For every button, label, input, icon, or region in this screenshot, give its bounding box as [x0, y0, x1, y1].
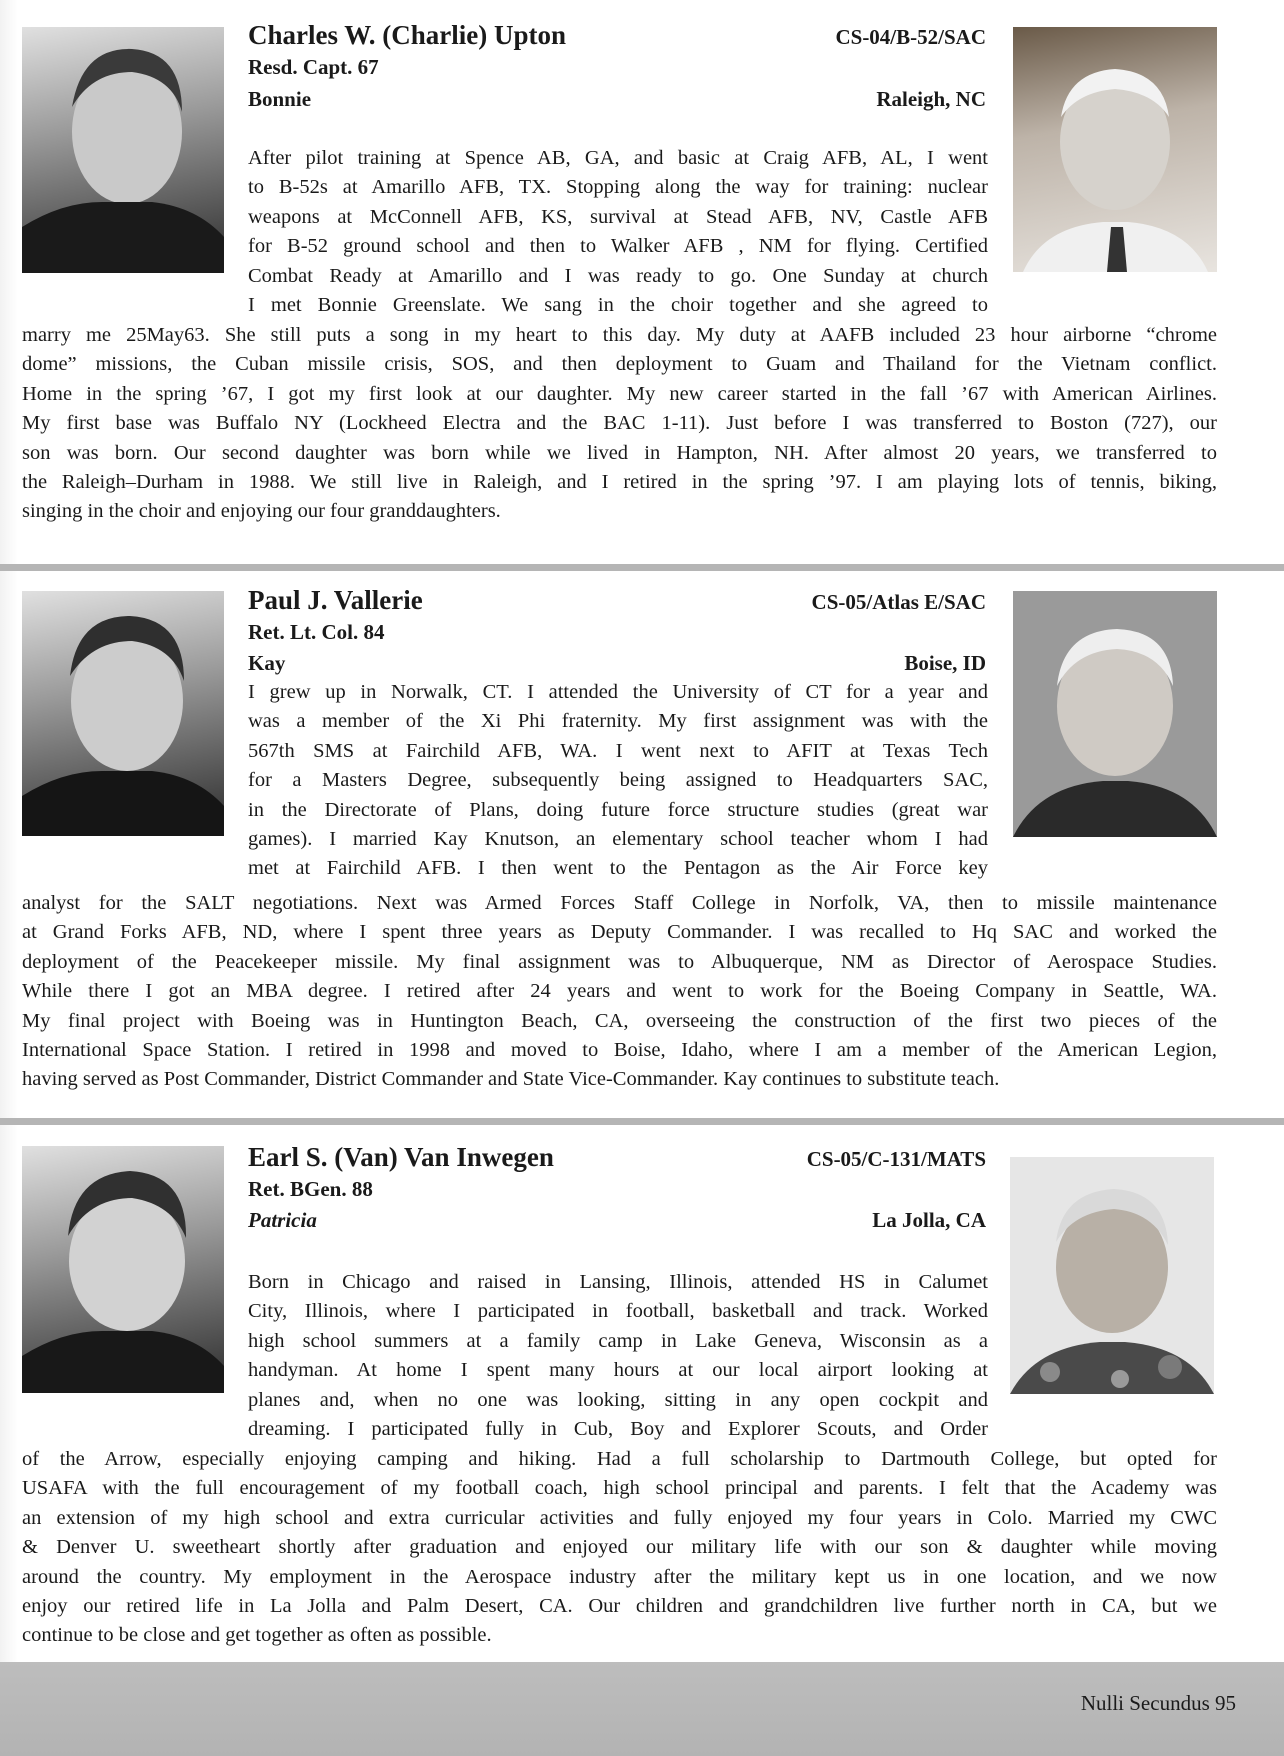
bio-line: to B-52s at Amarillo AFB, TX. Stopping along the way for training: nuclear	[248, 176, 988, 199]
bio-line: the Raleigh–Durham in 1988. We still live in Raleigh, and I retired in the spring ’97. I am playing lots of tennis, biking,	[22, 471, 1217, 494]
bio-line: weapons at McConnell AFB, KS, survival at Stead AFB, NV, Castle AFB	[248, 205, 988, 228]
bio-line: high school summers at a family camp in Lake Geneva, Wisconsin as a	[248, 1329, 988, 1352]
bio-line: I met Bonnie Greenslate. We sang in the choir together and she agreed to	[248, 294, 988, 317]
bio-line: singing in the choir and enjoying our four granddaughters.	[22, 500, 501, 523]
entry-rank: Ret. Lt. Col. 84	[248, 620, 385, 644]
cadet-photo-van-inwegen	[22, 1146, 224, 1393]
bio-line: at Grand Forks AFB, ND, where I spent three years as Deputy Commander. I was recalled to Hq SAC and worked the	[22, 921, 1217, 944]
bio-line: I grew up in Norwalk, CT. I attended the University of CT for a year and	[248, 681, 988, 703]
entry-bio-wide	[22, 1445, 1217, 1651]
bio-line: dreaming. I participated fully in Cub, Boy and Explorer Scouts, and Order	[248, 1418, 988, 1441]
section-divider	[0, 1118, 1284, 1125]
entry-spouse: Patricia	[248, 1208, 317, 1232]
entry-name: Earl S. (Van) Van Inwegen	[248, 1142, 554, 1172]
bio-line: analyst for the SALT negotiations. Next was Armed Forces Staff College in Norfolk, VA, then to missile maintenance	[22, 892, 1217, 914]
bio-line: My first base was Buffalo NY (Lockheed Electra and the BAC 1-11). Just before I was transferred to Boston (727), our	[22, 412, 1217, 435]
bio-line: While there I got an MBA degree. I retired after 24 years and went to work for the Boeing Company in Seattle, WA.	[22, 980, 1217, 1003]
bio-line: After pilot training at Spence AB, GA, and basic at Craig AFB, AL, I went	[248, 147, 988, 169]
bio-line: International Space Station. I retired in 1998 and moved to Boise, Idaho, where I am a member of the American Legion,	[22, 1039, 1217, 1062]
bio-line: Combat Ready at Amarillo and I was ready to go. One Sunday at church	[248, 264, 988, 287]
entry-bio-wide	[22, 889, 1217, 1095]
bio-line: dome” missions, the Cuban missile crisis, SOS, and then deployment to Guam and Thailand for the Vietnam conflict.	[22, 353, 1217, 376]
bio-line: having served as Post Commander, District Commander and State Vice-Commander. Kay continues to substitute teach.	[22, 1068, 1000, 1091]
cadet-photo-vallerie	[22, 591, 224, 836]
bio-line: handyman. At home I spent many hours at our local airport looking at	[248, 1359, 988, 1382]
entry-bio-narrow	[248, 678, 988, 884]
entry-class-code: CS-05/Atlas E/SAC	[811, 590, 986, 614]
bio-line: continue to be close and get together as often as possible.	[22, 1624, 492, 1647]
entry-city: Raleigh, NC	[876, 87, 986, 111]
bio-line: & Denver U. sweetheart shortly after graduation and enjoyed our military life with our son & daughter while moving	[22, 1536, 1217, 1559]
entry-city: Boise, ID	[904, 651, 986, 675]
bio-line: around the country. My employment in the Aerospace industry after the military kept us in one location, and we now	[22, 1565, 1217, 1588]
entry-class-code: CS-04/B-52/SAC	[835, 25, 986, 49]
bio-line: USAFA with the full encouragement of my football coach, high school principal and parents. I felt that the Academy was	[22, 1477, 1217, 1500]
bio-line: for B-52 ground school and then to Walker AFB , NM for flying. Certified	[248, 235, 988, 258]
bio-line: games). I married Kay Knutson, an elementary school teacher whom I had	[248, 828, 988, 851]
bio-line: 567th SMS at Fairchild AFB, WA. I went next to AFIT at Texas Tech	[248, 739, 988, 762]
bio-line: in the Directorate of Plans, doing future force structure studies (great war	[248, 798, 988, 821]
entry-spouse: Bonnie	[248, 87, 312, 111]
bio-line: planes and, when no one was looking, sitting in any open cockpit and	[248, 1388, 988, 1411]
entry-name: Charles W. (Charlie) Upton	[248, 20, 567, 50]
entry-bio-narrow	[248, 144, 988, 320]
bio-line: My final project with Boeing was in Huntington Beach, CA, overseeing the construction of the first two pieces of the	[22, 1009, 1217, 1032]
bio-line: was a member of the Xi Phi fraternity. My first assignment was with the	[248, 710, 988, 733]
entry-bio-wide	[22, 321, 1217, 527]
bio-line: Home in the spring ’67, I got my first look at our daughter. My new career started in the fall ’67 with American Airlines.	[22, 382, 1217, 405]
bio-line: met at Fairchild AFB. I then went to the Pentagon as the Air Force key	[248, 857, 988, 880]
bio-line: enjoy our retired life in La Jolla and Palm Desert, CA. Our children and grandchildren live further north in CA, but we	[22, 1595, 1217, 1618]
entry-class-code: CS-05/C-131/MATS	[806, 1147, 986, 1171]
bio-line: Born in Chicago and raised in Lansing, Illinois, attended HS in Calumet	[248, 1271, 988, 1293]
current-photo-upton	[1013, 27, 1217, 272]
entry-rank: Resd. Capt. 67	[248, 55, 379, 79]
entry-spouse: Kay	[248, 651, 286, 675]
entry-city: La Jolla, CA	[872, 1208, 986, 1232]
section-divider	[0, 564, 1284, 571]
page-footer-text: Nulli Secundus 95	[1080, 1691, 1236, 1715]
current-photo-vallerie	[1013, 591, 1217, 837]
bio-line: City, Illinois, where I participated in football, basketball and track. Worked	[248, 1300, 988, 1323]
bio-line: son was born. Our second daughter was born while we lived in Hampton, NH. After almost 20 years, we transferred to	[22, 441, 1217, 464]
bio-line: of the Arrow, especially enjoying camping and hiking. Had a full scholarship to Dartmouth College, but opted for	[22, 1448, 1217, 1470]
bio-line: marry me 25May63. She still puts a song in my heart to this day. My duty at AAFB included 23 hour airborne “chrome	[22, 324, 1217, 346]
current-photo-van-inwegen	[1010, 1157, 1214, 1394]
entry-name: Paul J. Vallerie	[248, 585, 423, 615]
entry-rank: Ret. BGen. 88	[248, 1177, 373, 1201]
page-edge-shadow	[0, 0, 18, 1756]
bio-line: an extension of my high school and extra curricular activities and fully enjoyed my four years in Colo. Married my CWC	[22, 1506, 1217, 1529]
bio-line: deployment of the Peacekeeper missile. My final assignment was to Albuquerque, NM as Director of Aerospace Studies.	[22, 950, 1217, 973]
bio-line: for a Masters Degree, subsequently being assigned to Headquarters SAC,	[248, 769, 988, 792]
entry-bio-narrow	[248, 1268, 988, 1444]
cadet-photo-upton	[22, 27, 224, 273]
